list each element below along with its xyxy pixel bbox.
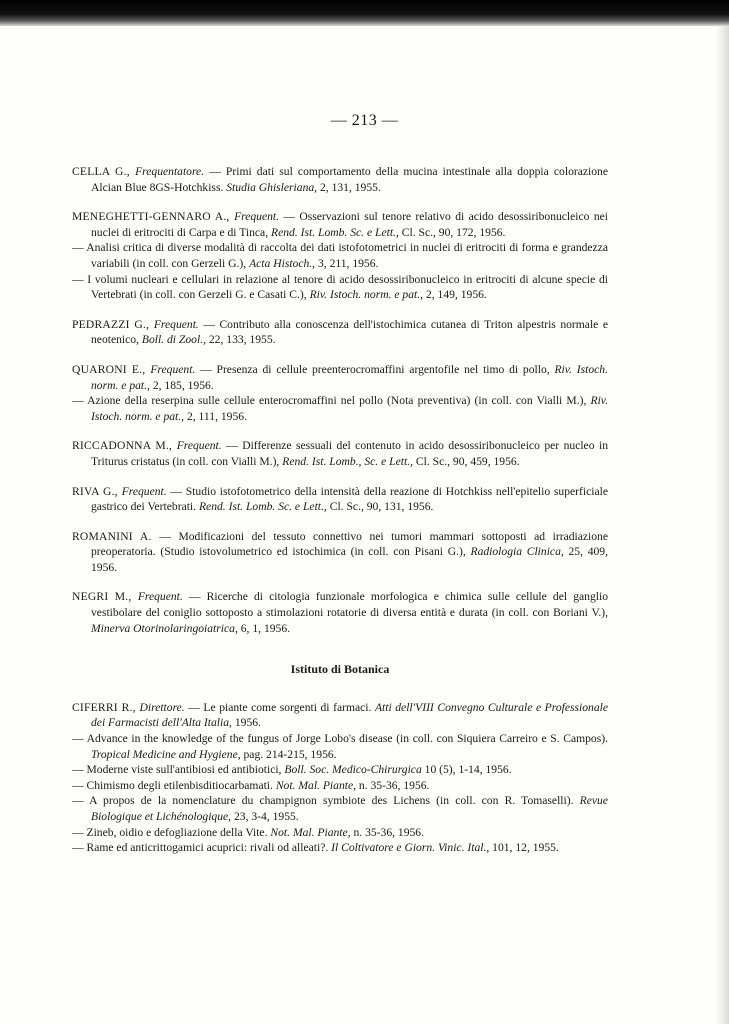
citation-text: 2, 149, 1956. <box>423 288 487 302</box>
citation-author: CELLA G., <box>72 165 136 178</box>
citation-text: 22, 133, 1955. <box>205 333 276 347</box>
citation-role: Frequent. <box>121 484 167 498</box>
citation-text: — Osservazioni sul tenore relativo di acido desossiribonucleico nei nuclei di eritrociti di Carpa e di Tinca, <box>91 210 608 239</box>
citation-text: 1956. <box>231 716 261 730</box>
citation-journal: Radiologia Clinica, <box>470 545 564 559</box>
citation-journal: Tropical Medicine and Hygiene, <box>91 747 241 761</box>
citation-text: — Differenze sessuali del contenuto in acido desossiribonucleico per nucleo in Triturus cristatus (in coll. con Vialli M.), <box>91 439 608 468</box>
citation-journal: Minerva Otorinolaringoiatrica, <box>91 621 238 635</box>
citation-text: — Ricerche di citologia funzionale morfologica e chimica sulle cellule del ganglio vestibolare del coniglio sottoposto a stimolazioni rotatorie di diversa entità e durata (in coll. con Boriani V.), <box>91 590 608 620</box>
citation-role: Frequent. <box>150 362 196 376</box>
scan-top-edge <box>0 0 729 26</box>
citation-author: ROMANINI A. <box>72 529 160 543</box>
section-heading: Istituto di Botanica <box>290 662 390 677</box>
citation-text: n. 35-36, 1956. <box>350 825 425 839</box>
entry-citation <box>72 484 608 515</box>
citation-text: Cl. Sc., 90, 172, 1956. <box>398 225 506 239</box>
citation-text: — Chimismo degli etilenbisditiocarbamati. <box>72 778 276 792</box>
citation-journal: Il Coltivatore e Giorn. Vinic. Ital., <box>331 841 490 855</box>
citation-journal: Not. Mal. Piante, <box>275 778 357 792</box>
citation-author: PEDRAZZI G., <box>72 317 154 331</box>
entry-citation <box>72 700 608 731</box>
citation-text: Cl. Sc., 90, 459, 1956. <box>412 454 520 468</box>
bibliography-entry <box>72 317 608 348</box>
citation-text: — Le piante come sorgenti di farmaci. <box>184 700 375 714</box>
citation-text: — Zineb, oidio e defogliazione della Vite. <box>72 825 271 839</box>
citation-text: 25, 409, 1956. <box>91 545 609 574</box>
citation-text: — Contributo alla conoscenza dell'istochimica cutanea di Triton alpestris normale e neotenico, <box>91 317 608 347</box>
bibliography-list <box>72 164 608 636</box>
citation-journal: Boll. Soc. Medico-Chirurgica <box>284 763 422 777</box>
citation-journal: Rend. Ist. Lomb. Sc. e Lett., <box>198 500 327 514</box>
citation-journal: Rend. Ist. Lomb. Sc. e Lett., <box>271 225 399 239</box>
citation-text: — I volumi nucleari e cellulari in relazione al tenore di acido desossiribonucleico in eritrociti di alcune specie di Vertebrati (in coll. con Gerzeli G. e Casati C.), <box>72 272 608 302</box>
citation-author: MENEGHETTI-GENNARO A., <box>72 210 235 224</box>
citation-journal: Revue Biologique et Lichénologique, <box>91 794 608 823</box>
entry-citation <box>72 317 608 348</box>
entry-citation <box>72 589 608 636</box>
entry-citation <box>72 438 608 469</box>
citation-text: Cl. Sc., 90, 131, 1956. <box>326 500 434 514</box>
citation-journal: Riv. Istoch. norm. e pat., <box>91 362 608 392</box>
bibliography-entry <box>72 484 608 515</box>
entry-continuation <box>72 840 608 856</box>
citation-text: 2, 185, 1956. <box>149 378 214 392</box>
citation-text: — Modificazioni del tessuto connettivo nei tumori mammari sottoposti ad irradiazione preoperatoria. (Studio istovolumetrico ed istochimica (in coll. con Pisani G.), <box>91 529 608 559</box>
citation-journal: Acta Histoch., <box>249 256 316 270</box>
bibliography-content <box>72 164 608 870</box>
citation-text: 2, 111, 1956. <box>184 409 247 423</box>
entry-continuation <box>72 393 608 424</box>
entry-citation <box>72 362 608 393</box>
citation-text: — Azione della reserpina sulle cellule enterocromaffini nel pollo (Nota preventiva) (in coll. con Vialli M.), <box>72 394 591 408</box>
citation-journal: Rend. Ist. Lomb., Sc. e Lett., <box>282 454 413 468</box>
citation-author: RIVA G., <box>72 484 122 498</box>
citation-journal: Boll. di Zool., <box>141 333 206 347</box>
citation-role: Frequent. <box>234 210 280 224</box>
page-number: — 213 — <box>330 112 399 129</box>
entry-citation <box>72 209 608 240</box>
scan-right-edge <box>715 26 729 1024</box>
entry-continuation <box>72 825 608 841</box>
citation-text: — Studio istofotometrico della intensità della reazione di Hotchkiss nell'epitelio superficiale gastrico dei Vertebrati. <box>91 484 608 514</box>
citation-author: CIFERRI R., <box>72 700 140 714</box>
bibliography-entry <box>72 700 608 856</box>
citation-text: 2, 131, 1955. <box>317 180 381 194</box>
entry-citation <box>72 164 608 195</box>
citation-text: — Presenza di cellule preenterocromaffini argentofile nel timo di pollo, <box>195 362 555 376</box>
bibliography-entry <box>72 209 608 303</box>
citation-journal: Riv. Istoch. norm. e pat., <box>309 288 424 302</box>
bibliography-entry <box>72 529 608 576</box>
citation-text: — Analisi critica di diverse modalità di raccolta dei dati istofotometrici in nuclei di eritrociti di forma e grandezza variabili (in coll. con Gerzeli G.), <box>72 241 608 270</box>
citation-role: Frequent. <box>176 439 222 453</box>
citation-role: Frequent. <box>137 590 183 604</box>
citation-journal: Studia Ghisleriana, <box>226 180 318 194</box>
entry-continuation <box>72 778 608 794</box>
entry-continuation <box>72 731 608 762</box>
citation-text: 23, 3-4, 1955. <box>231 810 299 823</box>
citation-text: pag. 214-215, 1956. <box>240 747 337 761</box>
bibliography-entry <box>72 438 608 469</box>
bibliography-entry <box>72 362 608 424</box>
entry-continuation <box>72 272 608 303</box>
bibliography-entry <box>72 164 608 195</box>
citation-text: 6, 1, 1956. <box>237 621 291 635</box>
citation-text: — Advance in the knowledge of the fungus of Jorge Lobo's disease (in coll. con Siquiera Carreiro e S. Campos). <box>72 732 608 746</box>
citation-text: 10 (5), 1-14, 1956. <box>421 763 512 777</box>
citation-text: — A propos de la nomenclature du champignon symbiote des Lichens (in coll. con R. Tomaselli). <box>72 794 580 808</box>
citation-journal: Riv. Istoch. norm. e pat., <box>91 394 608 423</box>
citation-role: Frequentatore. <box>135 165 205 178</box>
entry-continuation <box>72 240 608 271</box>
citation-journal: Not. Mal. Piante, <box>270 825 351 839</box>
citation-text: 3, 211, 1956. <box>315 256 379 270</box>
bibliography-entry <box>72 589 608 636</box>
citation-text: — Moderne viste sull'antibiosi ed antibiotici, <box>72 763 285 777</box>
citation-author: NEGRI M., <box>72 590 138 604</box>
citation-role: Direttore. <box>139 700 185 714</box>
citation-journal: Atti dell'VIII Convegno Culturale e Professionale dei Farmacisti dell'Alta Italia, <box>91 700 608 730</box>
entry-continuation <box>72 762 608 778</box>
citation-role: Frequent. <box>153 317 199 331</box>
botanica-bibliography-list <box>72 700 608 856</box>
citation-text: — Primi dati sul comportamento della mucina intestinale alla doppia colorazione Alcian Blue 8GS-Hotchkiss. <box>91 165 608 194</box>
entry-citation <box>72 529 608 576</box>
citation-text: 101, 12, 1955. <box>489 841 559 855</box>
citation-text: — Rame ed anticrittogamici acuprici: rivali od alleati?. <box>72 841 332 855</box>
citation-text: n. 35-36, 1956. <box>356 778 430 792</box>
entry-continuation <box>72 793 608 824</box>
citation-author: QUARONI E., <box>72 362 151 376</box>
citation-author: RICCADONNA M., <box>72 439 177 453</box>
